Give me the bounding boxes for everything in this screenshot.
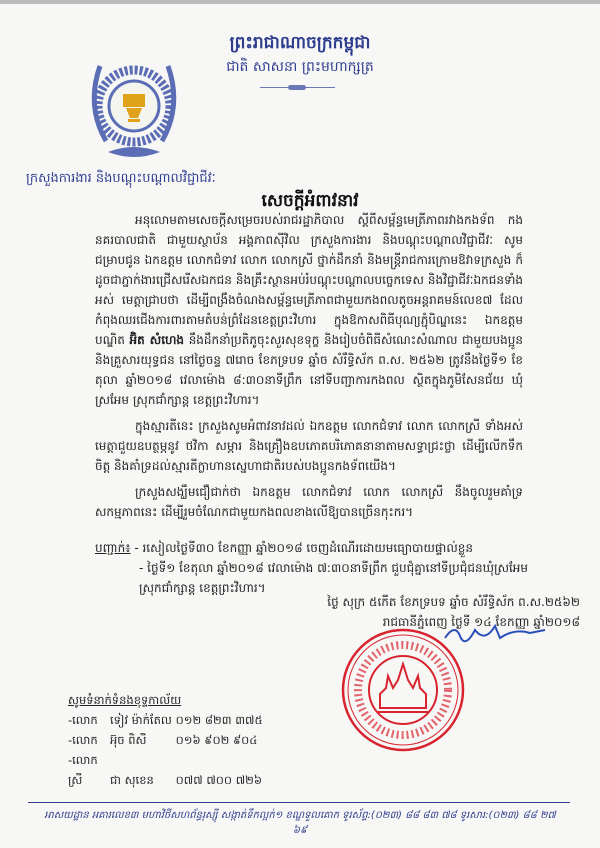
paragraph-2: ក្នុងស្មារតីនេះ ក្រសួងសូមអំពាវនាវដល់ ឯកឧត្តម លោកជំទាវ លោក លោកស្រី ទាំងអស់ មេត្តាជួយឧបត្ថម្ភនូវ ថវិកា សម្ភារ និងគ្រឿងឧបភោគបរិភោគនានាតាមសទ្ធាជ្រះថ្លា ដើម្បីលើកទឹកចិត្ត និងគាំទ្រដល់ស្មារតីក្លាហានស្នេហាជាតិរបស់បងប្អូនកងទ័ពយើង។ [95,419,523,473]
paragraph-1-part-b: នឹងដឹកនាំប្រតិភូចុះសួរសុខទុក្ខ និងរៀបចំពិធីសំណេះសំណាល ជាមួយបងប្អូន និងគ្រួសារយុទ្ធជន នៅថ្ងៃចន្ទ ៧រោច ខែភទ្របទ ឆ្នាំច សំរឹទ្ធិស័ក ព.ស. ២៥៦២ ត្រូវនឹងថ្ងៃទី១ ខែតុលា ឆ្នាំ២០១៨ វេលាម៉ោង ៨:៣០នាទីព្រឹក នៅទីបញ្ជាការកងពល ស្ថិតក្នុងភូមិសែនជ័យ ឃុំស្រអែម ស្រុកជាំក្សាន្ត ខេត្តព្រះវិហារ។ [95,333,523,407]
paragraph-3: ក្រសួងសង្ឃឹមជឿជាក់ថា ឯកឧត្តម លោកជំទាវ លោក លោកស្រី នឹងចូលរួមគាំទ្រសកម្មភាពនេះ ដើម្បីរួមចំណែកជាមួយកងពលខាងលើឱ្យបានច្រើនកុះករ។ [95,485,523,519]
contact-row [68,730,263,750]
national-motto: ជាតិ សាសនា ព្រះមហាក្សត្រ [226,59,374,75]
solar-date: រាជធានីភ្នំពេញ ថ្ងៃទី ១៤ ខែកញ្ញា ឆ្នាំ២០១៨ [382,615,580,629]
scan-edge [0,0,600,4]
kingdom-heading: ព្រះរាជាណាចក្រកម្ពុជា [229,33,371,53]
contact-title: -លោកស្រី [68,753,98,787]
contact-name: អ៊ុច ពិសី [110,733,147,747]
footer-address: អាសយដ្ឋាន អគារលេខ៣ មហាវិថីសហព័ន្ធរុស្ស៊ី សង្កាត់ទឹកល្អក់១ ខណ្ឌទួលគោក ទូរស័ព្ទ:(០២៣) ៨៨ ៨៣ ៧៨ ទូរសារ:(០២៣) ៨៨ ២៧ ៦៩ [44,810,556,836]
contact-name: ជា សុខេន [110,773,154,787]
contact-title: -លោក [68,713,98,727]
ministry-logo [86,56,182,166]
lunar-date: ថ្ងៃ សុក្រ ៥កើត ខែភទ្របទ ឆ្នាំច សំរឹទ្ធិស័ក ព.ស.២៥៦២ [327,595,580,609]
official-name: អ៊ិត សំហេង [129,333,185,347]
contacts-heading: សូមទំនាក់ទំនងខុទ្ទកាល័យ [68,693,182,707]
contact-row [68,750,263,790]
document-body [95,210,523,528]
note-section [95,538,535,598]
contact-phone: ០១៦ ៩០២ ៩០៤ [175,733,258,747]
note-line-1 [95,538,535,558]
note-label: បញ្ជាក់៖ [95,541,131,555]
contact-name: ទៀវ ម៉ាក់តែល [110,713,172,727]
contact-title: -លោក [68,733,98,747]
contact-row [68,710,263,730]
document-title: សេចក្តីអំពាវនាវ [261,191,359,211]
paragraph-1-part-a: អនុលោមតាមសេចក្តីសម្រេចរបស់រាជរដ្ឋាភិបាល ស្តីពីសម្ព័ន្ធមេត្រីភាពរវាងកងទ័ព កងនគរបាលជាតិ ជាមួយស្ថាប័ន អង្គភាពស៊ីវិល ក្រសួងការងារ និងបណ្តុះបណ្តាលវិជ្ជាជីវៈ សូមជម្រាបជូន ឯកឧត្តម លោកជំទាវ លោក លោកស្រី ថ្នាក់ដឹកនាំ និងមន្ត្រីរាជការក្រោមឱវាទក្រសួង ក៏ដូចជាភ្នាក់ងារជ្រើសរើសឯកជន និងគ្រឹះស្ថានអប់រំបណ្តុះបណ្តាលបច្ចេកទេស និងវិជ្ជាជីវៈឯកជនទាំងអស់ មេត្តាជ្រាបថា ដើម្បីពង្រឹងចំណងសម្ព័ន្ធមេត្រីភាពជាមួយកងពលតូចអន្តរាគមន៍លេខ៧ ដែលកំពុងឈរជើងការពារតាមតំបន់ព្រំដែនខេត្តព្រះវិហារ ក្នុងឱកាសពិធីបុណ្យភ្ជុំបិណ្ឌនេះ ឯកឧត្តមបណ្ឌិត [95,213,523,347]
official-seal [338,628,468,752]
footer-divider [28,802,570,803]
contacts-section [68,690,263,790]
note-item: - ថ្ងៃទី១ ខែតុលា ឆ្នាំ២០១៨ វេលាម៉ោង ៧:៣០នាទីព្រឹក ជួបជុំគ្នានៅទីប្រជុំជនឃុំស្រអែម ស្រុកជាំក្សាន្ត ខេត្តព្រះវិហារ។ [139,561,529,595]
paragraph-1 [95,210,523,410]
contact-phone: ០៧៧ ៧០០ ៧២៦ [175,773,262,787]
contact-phone: ០១២ ៨២៣ ៣៧៥ [175,713,263,727]
ministry-name: ក្រសួងការងារ និងបណ្តុះបណ្តាលវិជ្ជាជីវៈ [26,171,216,186]
note-item: - រសៀលថ្ងៃទី៣០ ខែកញ្ញា ឆ្នាំ២០១៨ ចេញដំណើរដោយមធ្យោបាយផ្ទាល់ខ្លួន [134,541,473,555]
ornament-divider [260,87,335,88]
